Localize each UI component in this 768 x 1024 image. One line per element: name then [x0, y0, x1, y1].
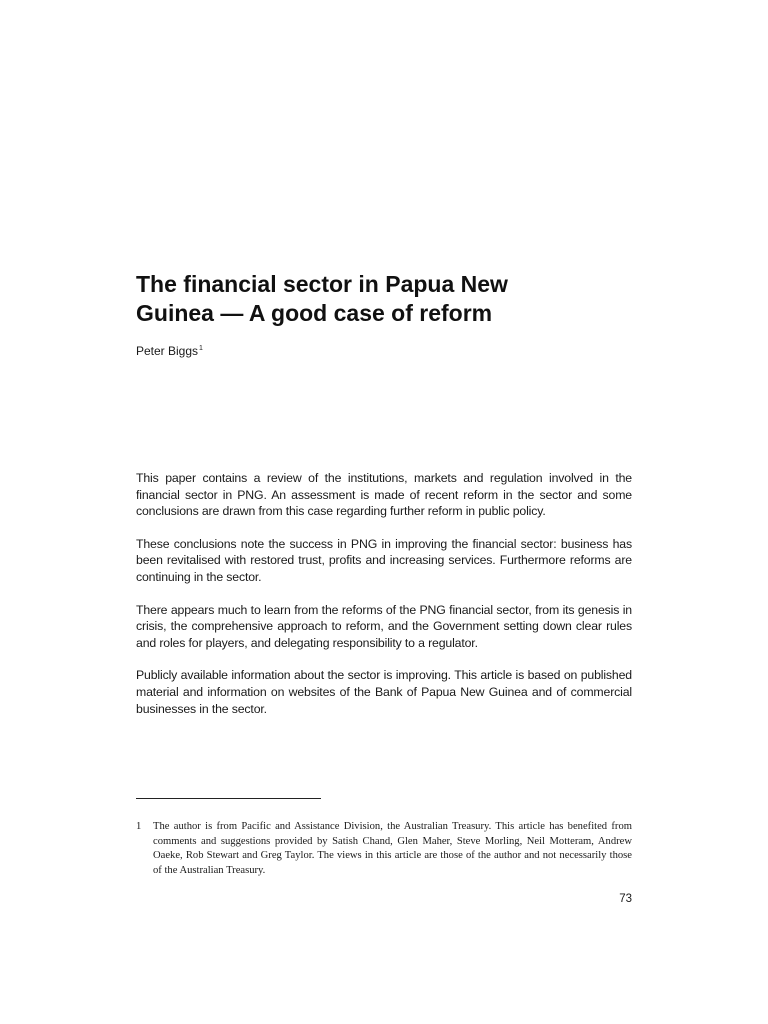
- footnote-number: 1: [136, 821, 142, 832]
- paragraph: Publicly available information about the sector is improving. This article is based on published material and information on websites of the Bank of Papua New Guinea and of commercial businesses in the sector.: [136, 668, 632, 716]
- page-number: 73: [619, 893, 632, 905]
- footnote-text: The author is from Pacific and Assistance Division, the Australian Treasury. This article has benefited from comments and suggestions provided by Satish Chand, Glen Maher, Steve Morling, Neil Motteram, Andrew Oaeke, Rob Stewart and Greg Taylor. The views in this article are those of the author and not necessarily those of the Australian Treasury.: [153, 821, 632, 876]
- author-footnote-marker: 1: [199, 345, 203, 352]
- paragraph: These conclusions note the success in PNG in improving the financial sector: business has been revitalised with restored trust, profits and increasing services. Furthermore reforms are continuing in the sector.: [136, 536, 632, 584]
- abstract-body: [136, 470, 632, 733]
- author-name: Peter Biggs: [136, 344, 199, 358]
- article-title: [136, 270, 636, 328]
- footnote: [136, 820, 632, 878]
- paragraph: This paper contains a review of the institutions, markets and regulation involved in the financial sector in PNG. An assessment is made of recent reform in the sector and some conclusions are drawn from this case regarding further reform in public policy.: [136, 471, 632, 519]
- article-title-line-2: Guinea — A good case of reform: [136, 300, 493, 326]
- paragraph: There appears much to learn from the reforms of the PNG financial sector, from its genesis in crisis, the comprehensive approach to reform, and the Government setting down clear rules and roles for players, and delegating responsibility to a regulator.: [136, 602, 632, 650]
- author-byline: [136, 343, 203, 359]
- footnote-separator: [136, 798, 321, 799]
- article-title-line-1: The financial sector in Papua New: [136, 271, 508, 297]
